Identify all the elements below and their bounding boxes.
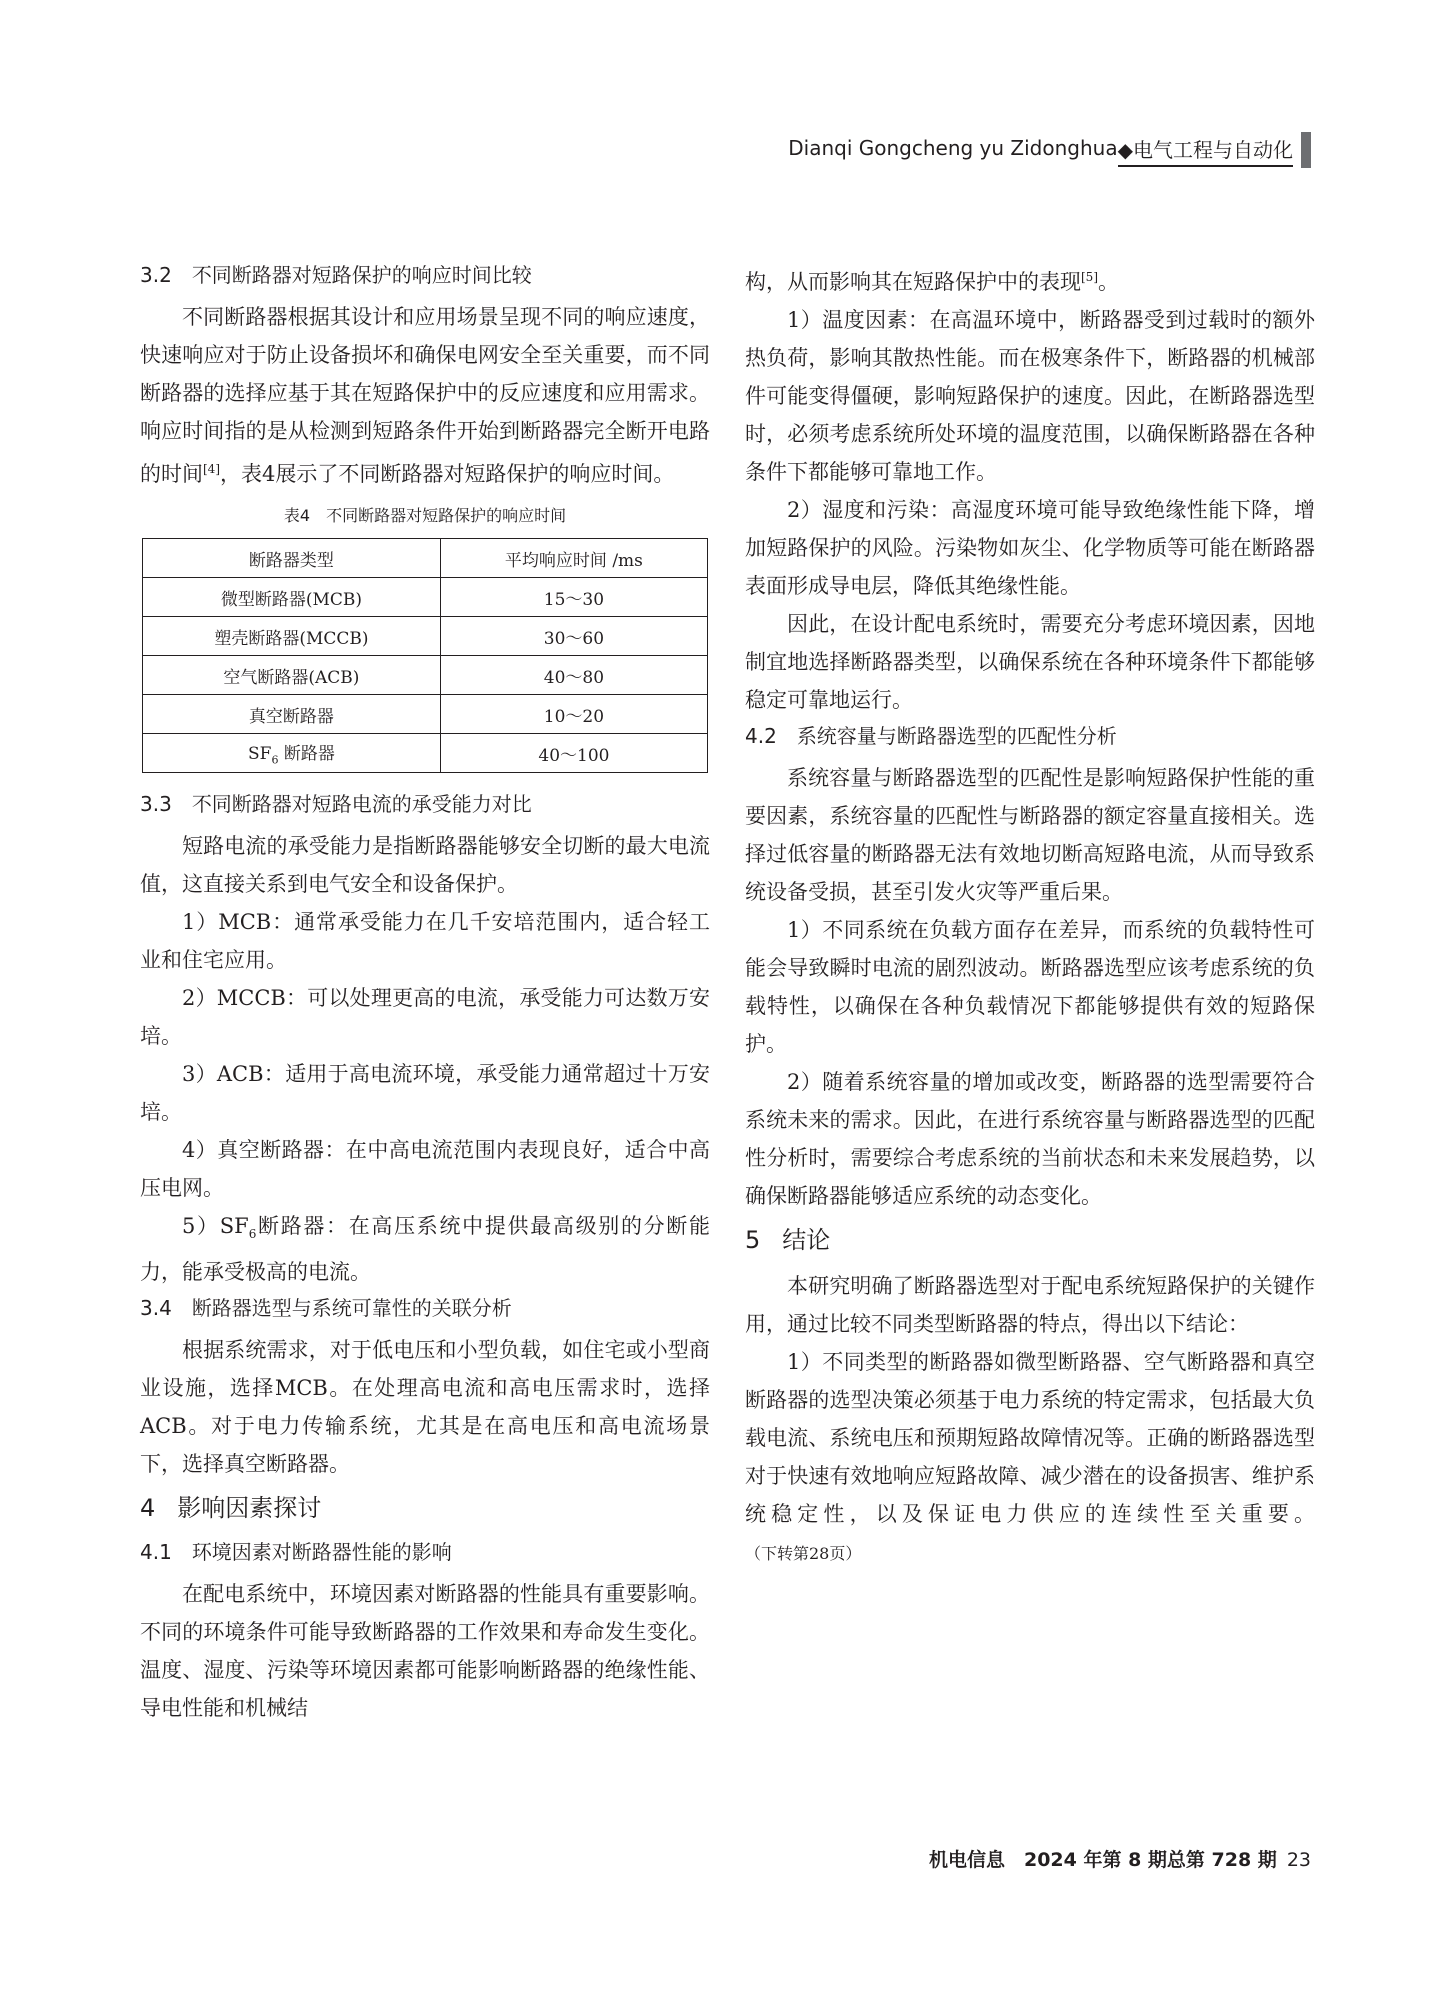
table-cell: 15～30 (440, 578, 707, 617)
running-head-chinese (1118, 134, 1293, 167)
paragraph: 1）MCB：通常承受能力在几千安培范围内，适合轻工业和住宅应用。 (140, 910, 710, 972)
paragraph: 系统容量与断路器选型的匹配性是影响短路保护性能的重要因素，系统容量的匹配性与断路器的额定容量直接相关。选择过低容量的断路器无法有效地切断高短路电流，从而导致系统设备受损，甚至引发火灾等严重后果。 (745, 766, 1315, 904)
section-heading-3-2 (140, 258, 710, 292)
citation: [4] (203, 462, 220, 476)
table-cell: 塑壳断路器(MCCB) (143, 617, 441, 656)
table-row (143, 656, 708, 695)
paragraph: 根据系统需求，对于低电压和小型负载，如住宅或小型商业设施，选择MCB。在处理高电流和高电压需求时，选择ACB。对于电力传输系统，尤其是在高电压和高电流场景下，选择真空断路器。 (140, 1338, 710, 1477)
table-row (143, 617, 708, 656)
paragraph: 1）温度因素：在高温环境中，断路器受到过载时的额外热负荷，影响其散热性能。而在极寒条件下，断路器的机械部件可能变得僵硬，影响短路保护的速度。因此，在断路器选型时，必须考虑系统所处环境的温度范围，以确保断路器在各种条件下都能够可靠地工作。 (745, 308, 1315, 484)
header-bar-decoration (1301, 132, 1311, 168)
paragraph: 短路电流的承受能力是指断路器能够安全切断的最大电流值，这直接关系到电气安全和设备保护。 (140, 834, 710, 896)
section-title: 结论 (782, 1226, 831, 1254)
subscript: 6 (248, 1227, 257, 1242)
table-cell (143, 734, 441, 773)
table-cell: 真空断路器 (143, 695, 441, 734)
journal-issue: 机电信息 2024 年第 8 期总第 728 期 (928, 1849, 1277, 1871)
section-heading-3-4 (140, 1291, 710, 1325)
subscript: 6 (271, 753, 279, 767)
paragraph: 4）真空断路器：在中高电流范围内表现良好，适合中高压电网。 (140, 1138, 710, 1200)
section-title: 系统容量与断路器选型的匹配性分析 (796, 724, 1117, 748)
section-title: 不同断路器对短路电流的承受能力对比 (191, 792, 532, 816)
section-number: 3.3 (140, 792, 172, 816)
paragraph-text: ，表4展示了不同断路器对短路保护的响应时间。 (220, 462, 675, 486)
section-number: 4 (140, 1494, 156, 1523)
running-head (788, 132, 1311, 168)
table-header-cell: 平均响应时间 /ms (440, 539, 707, 578)
section-heading-4-2 (745, 719, 1315, 753)
table-header-row (143, 539, 708, 578)
paragraph-text: 构，从而影响其在短路保护中的表现 (745, 270, 1081, 294)
paragraph-text: 5）SF (182, 1214, 249, 1238)
paragraph (140, 1207, 710, 1291)
table-cell: 10～20 (440, 695, 707, 734)
page-number: 23 (1286, 1849, 1311, 1871)
table-row (143, 578, 708, 617)
section-number: 4.2 (745, 724, 777, 748)
section-title: 环境因素对断路器性能的影响 (191, 1540, 452, 1565)
table-row (143, 695, 708, 734)
paragraph: 2）MCCB：可以处理更高的电流，承受能力可达数万安培。 (140, 986, 710, 1048)
paragraph-text: 。 (1098, 270, 1119, 294)
table-cell: 40～100 (440, 734, 707, 773)
response-time-table (142, 538, 708, 773)
paragraph: 2）湿度和污染：高湿度环境可能导致绝缘性能下降，增加短路保护的风险。污染物如灰尘、化学物质等可能在断路器表面形成导电层，降低其绝缘性能。 (745, 498, 1315, 598)
table-header-cell: 断路器类型 (143, 539, 441, 578)
section-title: 不同断路器对短路保护的响应时间比较 (191, 263, 532, 287)
paragraph: 1）不同系统在负载方面存在差异，而系统的负载特性可能会导致瞬时电流的剧烈波动。断路器选型应该考虑系统的负载特性，以确保在各种负载情况下都能够提供有效的短路保护。 (745, 918, 1315, 1056)
table-caption: 表4 不同断路器对短路保护的响应时间 (283, 506, 567, 525)
table-cell: 40～80 (440, 656, 707, 695)
section-heading-4-1 (140, 1535, 710, 1569)
paragraph (140, 298, 710, 493)
paragraph: 3）ACB：适用于高电流环境，承受能力通常超过十万安培。 (140, 1062, 710, 1124)
section-title: 断路器选型与系统可靠性的关联分析 (191, 1296, 512, 1321)
table-cell: 30～60 (440, 617, 707, 656)
paragraph (745, 1343, 1315, 1573)
paragraph-text: 不同断路器根据其设计和应用场景呈现不同的响应速度，快速响应对于防止设备损坏和确保电网安全至关重要，而不同断路器的选择应基于其在短路保护中的反应速度和应用需求。响应时间指的是从检测到短路条件开始到断路器完全断开电路的时间 (140, 305, 710, 486)
left-column (140, 258, 710, 1727)
cell-text: SF (247, 744, 272, 765)
citation: [5] (1081, 270, 1098, 284)
table-row (143, 734, 708, 773)
paragraph-text: 断路器：在高压系统中提供最高级别的分断能力，能承受极高的电流。 (140, 1214, 710, 1285)
paragraph: 2）随着系统容量的增加或改变，断路器的选型需要符合系统未来的需求。因此，在进行系统容量与断路器选型的匹配性分析时，需要综合考虑系统的当前状态和未来发展趋势，以确保断路器能够适应系统的动态变化。 (745, 1070, 1315, 1208)
table-cell: 微型断路器(MCB) (143, 578, 441, 617)
section-title: 影响因素探讨 (177, 1494, 322, 1523)
paragraph-text: 1）不同类型的断路器如微型断路器、空气断路器和真空断路器的选型决策必须基于电力系统的特定需求，包括最大负载电流、系统电压和预期短路故障情况等。正确的断路器选型对于快速有效地响应短路故障、减少潜在的设备损害、维护系统稳定性，以及保证电力供应的连续性至关重要。 (745, 1350, 1315, 1526)
diamond-icon: ◆ (1117, 137, 1133, 162)
page-footer (929, 1845, 1311, 1872)
section-number: 3.4 (140, 1296, 172, 1321)
running-head-pinyin: Dianqi Gongcheng yu Zidonghua (788, 136, 1118, 160)
table-cell: 空气断路器(ACB) (143, 656, 441, 695)
section-number: 5 (745, 1226, 761, 1254)
section-heading-5 (745, 1221, 1315, 1259)
cell-text: 断路器 (278, 744, 335, 765)
right-column (745, 258, 1315, 1573)
section-heading-3-3 (140, 787, 710, 821)
continuation-note: （下转第28页） (745, 1544, 862, 1563)
paragraph: 在配电系统中，环境因素对断路器的性能具有重要影响。不同的环境条件可能导致断路器的工作效果和寿命发生变化。温度、湿度、污染等环境因素都可能影响断路器的绝缘性能、导电性能和机械结 (140, 1582, 710, 1721)
journal-section-name: 电气工程与自动化 (1133, 137, 1293, 162)
section-number: 3.2 (140, 263, 172, 287)
section-heading-4 (140, 1489, 710, 1527)
section-number: 4.1 (140, 1540, 172, 1565)
paragraph (745, 258, 1315, 301)
paragraph: 本研究明确了断路器选型对于配电系统短路保护的关键作用，通过比较不同类型断路器的特点，得出以下结论： (745, 1274, 1315, 1336)
paragraph: 因此，在设计配电系统时，需要充分考虑环境因素，因地制宜地选择断路器类型，以确保系统在各种环境条件下都能够稳定可靠地运行。 (745, 612, 1315, 712)
